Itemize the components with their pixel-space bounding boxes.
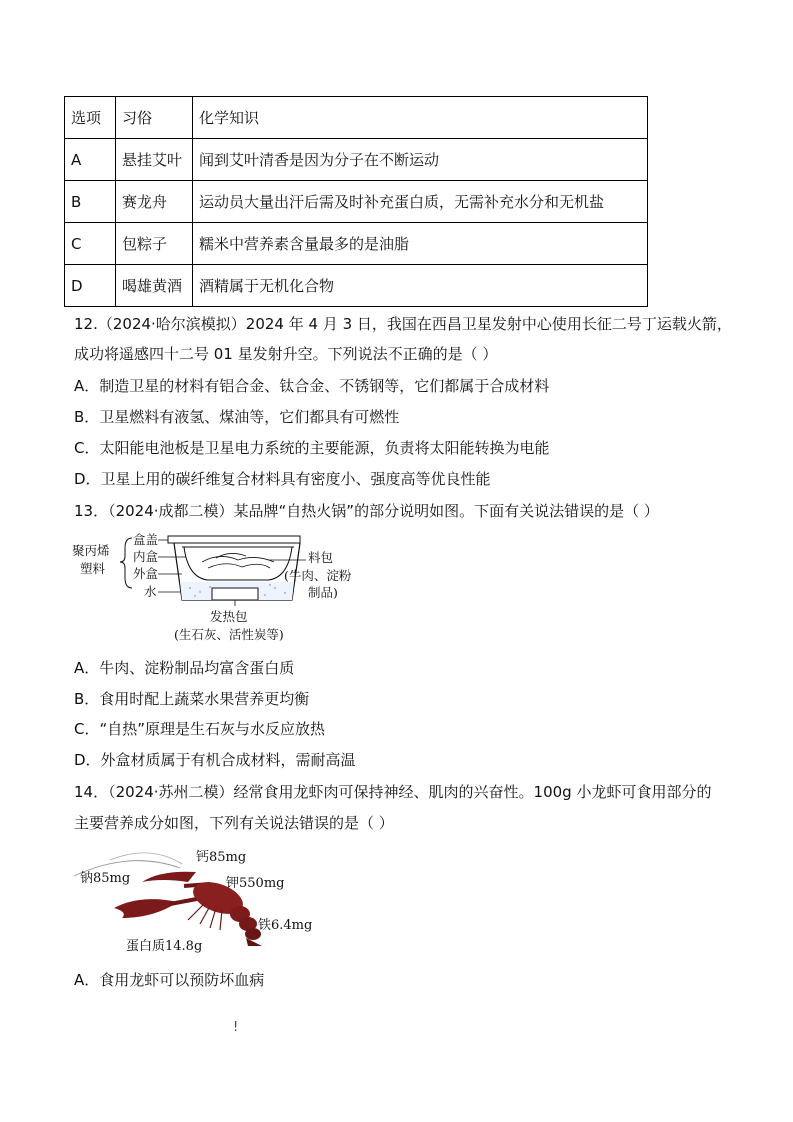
- table-cell: 糯米中营养素含量最多的是油脂: [193, 223, 648, 265]
- bracket-label-2: 塑料: [80, 561, 106, 576]
- ingredients-detail-1: (牛肉、淀粉: [284, 568, 352, 583]
- sodium-label: 钠85mg: [80, 871, 131, 886]
- q13-option-a: A．牛肉、淀粉制品均富含蛋白质: [74, 659, 295, 677]
- q12-stem-line2: 成功将遥感四十二号 01 星发射升空。下列说法不正确的是（ ）: [74, 345, 498, 363]
- inner-box-label: 内盒: [133, 549, 159, 564]
- q14-stem-line2: 主要营养成分如图，下列有关说法错误的是（ ）: [74, 814, 394, 832]
- table-cell: 悬挂艾叶: [116, 139, 193, 181]
- table-cell: 包粽子: [116, 223, 193, 265]
- table-cell: 酒精属于无机化合物: [193, 265, 648, 307]
- heater-detail: (生石灰、活性炭等): [174, 627, 284, 642]
- header-cell-knowledge: 化学知识: [193, 97, 648, 139]
- table-cell: 运动员大量出汗后需及时补充蛋白质，无需补充水分和无机盐: [193, 181, 648, 223]
- habits-table: [64, 96, 648, 307]
- heater-label: 发热包: [210, 609, 248, 624]
- outer-box-label: 外盒: [133, 566, 159, 581]
- ingredients-label: 料包: [308, 550, 334, 565]
- ingredients-detail-2: 制品): [308, 585, 338, 600]
- table-cell: 赛龙舟: [116, 181, 193, 223]
- q14-option-a: A．食用龙虾可以预防坏血病: [74, 971, 265, 989]
- table-cell: C: [65, 223, 116, 265]
- table-cell: 喝雄黄酒: [116, 265, 193, 307]
- table-row: [65, 265, 648, 307]
- potassium-label: 钾550mg: [226, 876, 285, 891]
- calcium-label: 钙85mg: [196, 850, 247, 865]
- table-cell: 闻到艾叶清香是因为分子在不断运动: [193, 139, 648, 181]
- q14-stem-line1: 14．（2024·苏州二模）经常食用龙虾肉可保持神经、肌肉的兴奋性。100g 小龙虾可食用部分的: [74, 783, 712, 801]
- table-cell: B: [65, 181, 116, 223]
- crayfish-nutrition-figure: [70, 842, 330, 960]
- q13-option-d: D．外盒材质属于有机合成材料，需耐高温: [74, 751, 356, 769]
- q12-option-c: C．太阳能电池板是卫星电力系统的主要能源，负责将太阳能转换为电能: [74, 439, 550, 457]
- table-cell: A: [65, 139, 116, 181]
- q13-option-c: C．“自热”原理是生石灰与水反应放热: [74, 720, 326, 738]
- table-row: [65, 139, 648, 181]
- q12-option-a: A．制造卫星的材料有铝合金、钛合金、不锈钢等，它们都属于合成材料: [74, 377, 550, 395]
- header-cell-option: 选项: [65, 97, 116, 139]
- table-cell: D: [65, 265, 116, 307]
- header-cell-custom: 习俗: [116, 97, 193, 139]
- self-heating-hotpot-figure: [70, 530, 370, 648]
- table-header-row: [65, 97, 648, 139]
- bracket-label-1: 聚丙烯: [72, 543, 110, 558]
- q12-option-b: B．卫星燃料有液氢、煤油等，它们都具有可燃性: [74, 408, 400, 426]
- q13-stem: 13．（2024·成都二模）某品牌“自热火锅”的部分说明如图。下面有关说法错误的是（ ）: [74, 502, 659, 520]
- q12-option-d: D．卫星上用的碳纤维复合材料具有密度小、强度高等优良性能: [74, 470, 491, 488]
- protein-label: 蛋白质14.8g: [126, 939, 203, 954]
- table-row: [65, 181, 648, 223]
- q12-stem-line1: 12.（2024·哈尔滨模拟）2024 年 4 月 3 日，我国在西昌卫星发射中心使用长征二号丁运载火箭，: [74, 315, 732, 333]
- stray-mark: !: [233, 1020, 239, 1035]
- q13-option-b: B．食用时配上蔬菜水果营养更均衡: [74, 690, 310, 708]
- lid-label: 盒盖: [133, 532, 159, 547]
- iron-label: 铁6.4mg: [258, 918, 313, 933]
- water-label: 水: [144, 584, 157, 599]
- table-row: [65, 223, 648, 265]
